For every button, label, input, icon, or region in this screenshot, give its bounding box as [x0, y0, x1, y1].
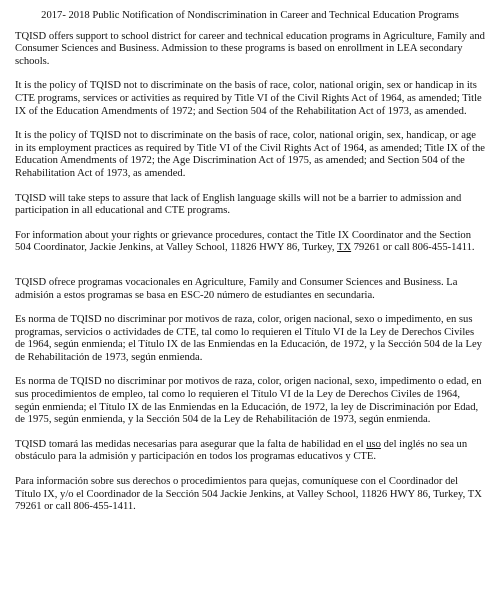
english-paragraph-language-skills: TQISD will take steps to assure that lack of English language skills will not be a barrier to admission and participation in all educational and CTE programs.	[15, 192, 462, 217]
contact-text-start: For information about your rights or grievance procedures, contact the Title IX Coordinator and the Section 504 Coordinator, Jackie Jenkins, at Valley School, 11826 HWY 86, Turkey,	[15, 229, 472, 254]
language-text-start: TQISD tomará las medidas necesarias para asegurar que la falta de habilidad en el	[15, 438, 367, 450]
notice-title: 2017- 2018 Public Notification of Nondiscrimination in Career and Technical Education Programs	[41, 10, 459, 21]
english-paragraph-programs-policy: It is the policy of TQISD not to discriminate on the basis of race, color, national origin, sex or handicap in its CTE programs, services or activities as required by Title VI of the Civil Rights Act of 1964, as amended; Title IX of the Education Amendments of 1972; and Section 504 of the Rehabilitation Act of 1973, as amended.	[15, 80, 482, 117]
spanish-paragraph-language-skills	[15, 439, 485, 464]
spanish-paragraph-employment-policy: Es norma de TQISD no discriminar por motivos de raza, color, origen nacional, sexo, impedimento o edad, en sus procedimientos de empleo, tal como lo requieren el Título VI de la Ley de Derechos Civiles de 1964, según enmienda; el Título IX de las Enmiendas en la Educación, de 1972, la ley de Discriminación por Edad, de 1975, según enmienda, y la Sección 504 de la Ley de Rehabilitación de 1973, según enmienda.	[15, 376, 482, 426]
contact-text-end: 79261 or call 806-455-1411.	[351, 242, 475, 254]
english-paragraph-employment-policy: It is the policy of TQISD not to discriminate on the basis of race, color, national origin, sex, handicap, or age in its employment practices as required by Title VI of the Civil Rights Act of 1964, as amended; Title IX of the Education Amendments of 1972; the Age Discrimination Act of 1975, as amended; and Section 504 of the Rehabilitation Act of 1973, as amended.	[15, 130, 485, 179]
english-paragraph-contact	[15, 230, 485, 255]
language-text-end: del inglés no sea un obstáculo para la admisión y participación en todos los programas educativos y CTE.	[15, 438, 468, 463]
spanish-paragraph-contact: Para información sobre sus derechos o procedimientos para quejas, comuníquese con el Coordinador del Título IX, y/o el Coordinador de la Sección 504 Jackie Jenkins, at Valley School, 11826 HWY 86, Turkey, TX 79261 or call 806-455-1411.	[15, 476, 482, 513]
contact-state-abbreviation: TX	[336, 242, 352, 254]
language-word-uso: uso	[366, 438, 381, 450]
spanish-paragraph-programs-policy: Es norma de TQISD no discriminar por motivos de raza, color, origen nacional, sexo o impedimento, en sus programas, servicios o actividades de CTE, tal como lo requieren el Título VI de la Ley de Derechos Civiles de 1964, según enmienda; el Título IX de las Enmiendas en la Educación, de 1972, y la Sección 504 de la Ley de Rehabilitación de 1973, según enmienda.	[15, 314, 482, 363]
spanish-paragraph-offers: TQISD ofrece programas vocacionales en Agriculture, Family and Consumer Sciences and Business. La admisión a estos programas se basa en ESC-20 número de estudiantes en secundaria.	[15, 276, 458, 301]
english-paragraph-offers: TQISD offers support to school district for career and technical education programs in Agriculture, Family and Consumer Sciences and Business. Admission to these programs is based on enrollment in LEA secondary schools.	[15, 30, 485, 67]
